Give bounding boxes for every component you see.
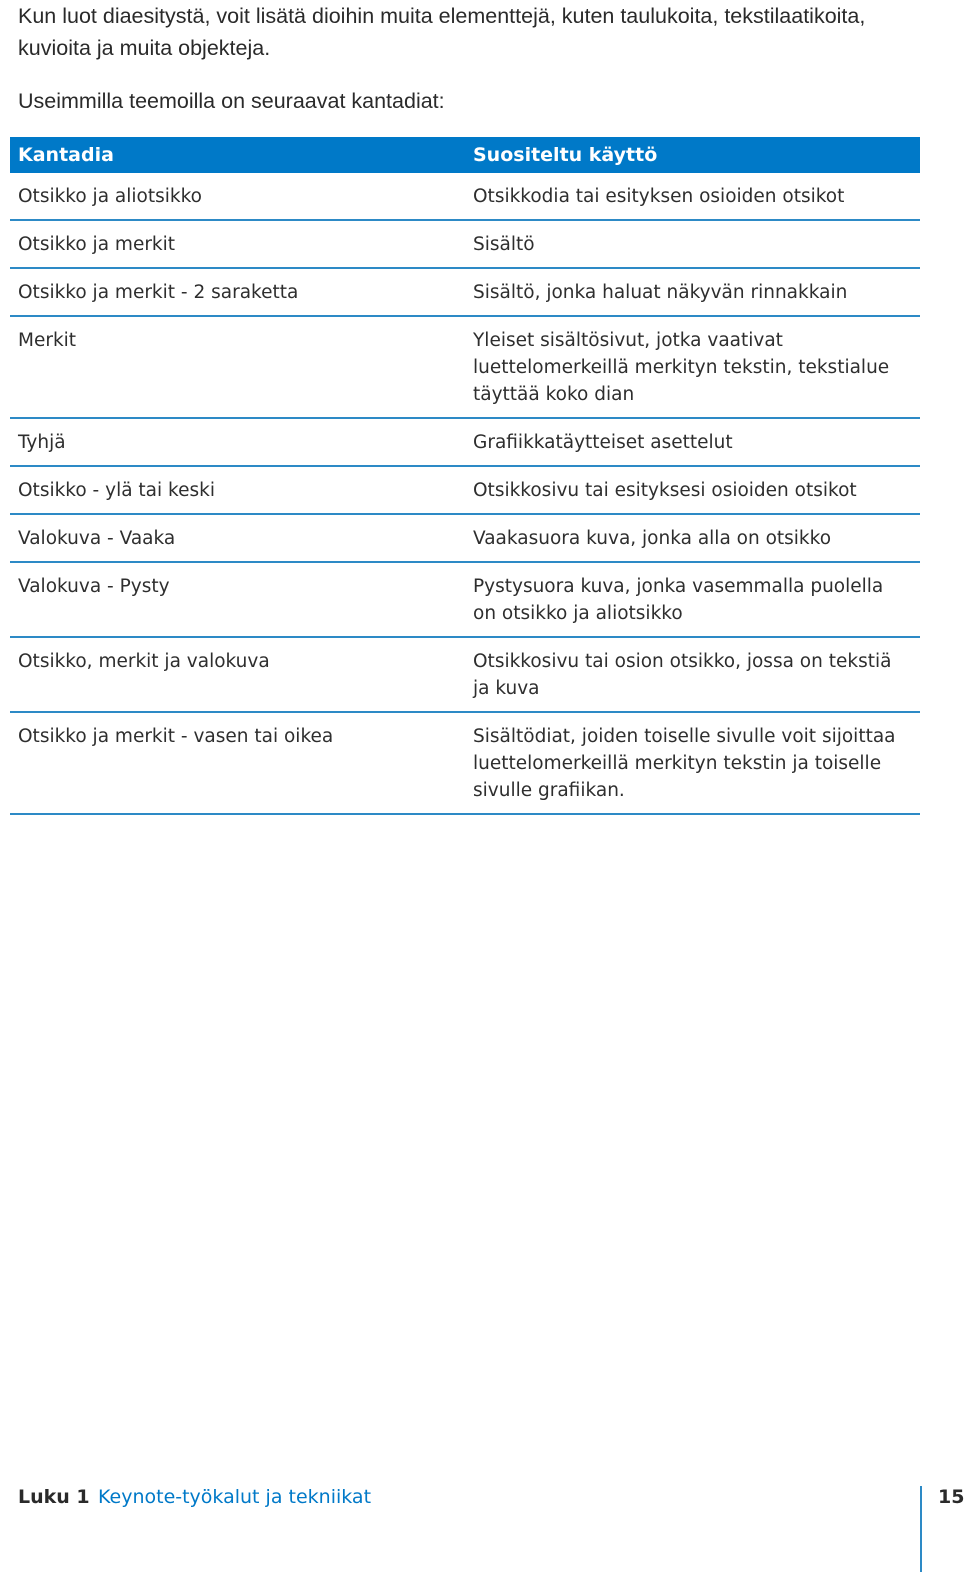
table-row bbox=[10, 466, 920, 514]
footer-chapter-label: Luku 1 bbox=[18, 1486, 90, 1508]
master-slide-name: Otsikko ja merkit - 2 saraketta bbox=[10, 268, 465, 316]
lead-paragraph: Useimmilla teemoilla on seuraavat kantadiat: bbox=[18, 89, 445, 113]
header-recommended-use: Suositeltu käyttö bbox=[465, 137, 920, 173]
table-row bbox=[10, 637, 920, 712]
table-row bbox=[10, 268, 920, 316]
intro-paragraph: Kun luot diaesitystä, voit lisätä dioihin muita elementtejä, kuten taulukoita, tekstilaatikoita, kuvioita ja muita objekteja. bbox=[18, 4, 866, 60]
recommended-use: Grafiikkatäytteiset asettelut bbox=[465, 418, 920, 466]
recommended-use: Pystysuora kuva, jonka vasemmalla puolella on otsikko ja aliotsikko bbox=[465, 562, 920, 637]
recommended-use: Sisältö, jonka haluat näkyvän rinnakkain bbox=[465, 268, 920, 316]
table-row bbox=[10, 173, 920, 220]
footer-divider bbox=[920, 1486, 922, 1572]
recommended-use: Sisältö bbox=[465, 220, 920, 268]
recommended-use: Vaakasuora kuva, jonka alla on otsikko bbox=[465, 514, 920, 562]
page-number: 15 bbox=[938, 1486, 964, 1508]
master-slide-name: Otsikko - ylä tai keski bbox=[10, 466, 465, 514]
table-header-row bbox=[10, 137, 920, 173]
table-row bbox=[10, 220, 920, 268]
master-slide-name: Merkit bbox=[10, 316, 465, 418]
master-slide-name: Tyhjä bbox=[10, 418, 465, 466]
master-slide-name: Otsikko, merkit ja valokuva bbox=[10, 637, 465, 712]
table-row bbox=[10, 712, 920, 814]
header-master-slide: Kantadia bbox=[10, 137, 465, 173]
recommended-use: Otsikkosivu tai osion otsikko, jossa on tekstiä ja kuva bbox=[465, 637, 920, 712]
master-slide-name: Otsikko ja merkit - vasen tai oikea bbox=[10, 712, 465, 814]
table-row bbox=[10, 418, 920, 466]
master-slide-name: Otsikko ja aliotsikko bbox=[10, 173, 465, 220]
master-slide-name: Valokuva - Pysty bbox=[10, 562, 465, 637]
master-slides-table bbox=[10, 137, 920, 815]
recommended-use: Yleiset sisältösivut, jotka vaativat luettelomerkeillä merkityn tekstin, tekstialue täyttää koko dian bbox=[465, 316, 920, 418]
table-row bbox=[10, 514, 920, 562]
recommended-use: Otsikkodia tai esityksen osioiden otsikot bbox=[465, 173, 920, 220]
recommended-use: Otsikkosivu tai esityksesi osioiden otsikot bbox=[465, 466, 920, 514]
table-row bbox=[10, 316, 920, 418]
recommended-use: Sisältödiat, joiden toiselle sivulle voit sijoittaa luettelomerkeillä merkityn tekstin ja toiselle sivulle grafiikan. bbox=[465, 712, 920, 814]
master-slide-name: Otsikko ja merkit bbox=[10, 220, 465, 268]
table-row bbox=[10, 562, 920, 637]
footer-chapter-title: Keynote-työkalut ja tekniikat bbox=[98, 1486, 372, 1508]
master-slide-name: Valokuva - Vaaka bbox=[10, 514, 465, 562]
